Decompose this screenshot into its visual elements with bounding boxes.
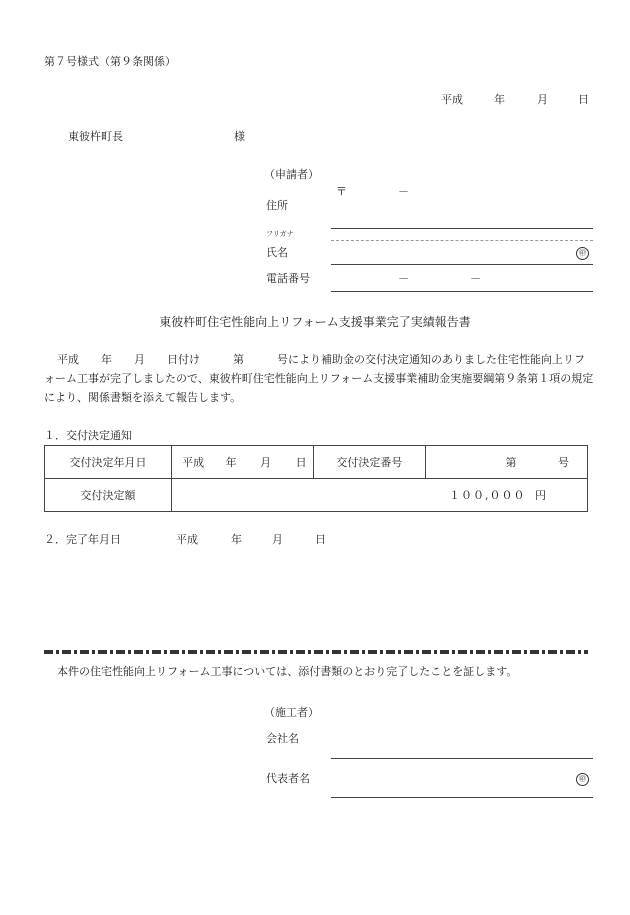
cut-line-divider: [44, 650, 588, 654]
decision-date-label: 交付決定年月日: [45, 446, 172, 479]
furigana-label: フリガナ: [266, 230, 294, 238]
completion-day: 日: [315, 533, 326, 546]
seal-icon: ㊞: [576, 247, 589, 260]
phone-label: 電話番号: [266, 272, 310, 285]
contractor-heading: （施工者）: [264, 706, 319, 719]
postal-mark: 〒: [336, 185, 347, 198]
phone-dash-1: －: [398, 272, 409, 285]
decision-number-suffix: 号: [558, 456, 569, 469]
completion-era: 平成: [176, 533, 198, 546]
grant-amount-unit: 円: [535, 489, 546, 502]
representative-label: 代表者名: [266, 772, 310, 785]
address-field[interactable]: [331, 228, 593, 229]
completion-year: 年: [231, 533, 242, 546]
date-month: 月: [537, 93, 548, 106]
grant-decision-table: [44, 445, 588, 512]
certification-text: 本件の住宅性能向上リフォーム工事については、添付書類のとおり完了したことを証します。: [57, 665, 518, 678]
decision-era: 平成: [182, 456, 205, 469]
decision-date-field[interactable]: [172, 446, 314, 479]
addressee-name: 東彼杵町長: [68, 130, 123, 143]
addressee-honorific: 様: [234, 130, 245, 143]
decision-number-label: 交付決定番号: [314, 446, 425, 479]
document-title: 東彼杵町住宅性能向上リフォーム支援事業完了実績報告書: [159, 315, 471, 329]
section1-heading: １．交付決定通知: [44, 429, 132, 442]
table-row: [45, 479, 588, 512]
grant-amount-label: 交付決定額: [45, 479, 172, 512]
decision-month: 月: [260, 456, 272, 469]
postal-dash: －: [398, 185, 409, 198]
decision-day: 日: [295, 456, 307, 469]
grant-amount-value: １００,０００: [449, 489, 526, 502]
representative-field[interactable]: [331, 797, 593, 798]
body-text: 平成 年 月 日付け 第 号により補助金の交付決定通知のありました住宅性能向上リフォーム工事が完了しましたので、東彼杵町住宅性能向上リフォーム支援事業補助金実施要綱第９条第１項の規定により、関係書類を添えて報告します。: [44, 353, 594, 404]
date-day: 日: [578, 93, 589, 106]
furigana-field[interactable]: [331, 240, 593, 241]
date-era: 平成: [441, 93, 463, 106]
completion-month: 月: [272, 533, 283, 546]
company-field[interactable]: [331, 758, 593, 759]
phone-field[interactable]: [331, 291, 593, 292]
grant-amount-field[interactable]: [172, 479, 588, 512]
phone-dash-2: －: [470, 272, 481, 285]
company-label: 会社名: [266, 732, 299, 745]
name-label: 氏名: [266, 246, 288, 259]
address-label: 住所: [266, 199, 288, 212]
date-year: 年: [494, 93, 505, 106]
section2-heading: ２．完了年月日: [44, 533, 121, 546]
decision-number-prefix: 第: [505, 456, 517, 469]
table-row: [45, 446, 588, 479]
seal-icon: ㊞: [576, 773, 589, 786]
applicant-heading: （申請者）: [264, 168, 319, 181]
form-number: 第７号様式（第９条関係）: [44, 55, 176, 68]
name-field[interactable]: [331, 264, 593, 265]
decision-number-field[interactable]: [425, 446, 588, 479]
decision-year: 年: [225, 456, 237, 469]
